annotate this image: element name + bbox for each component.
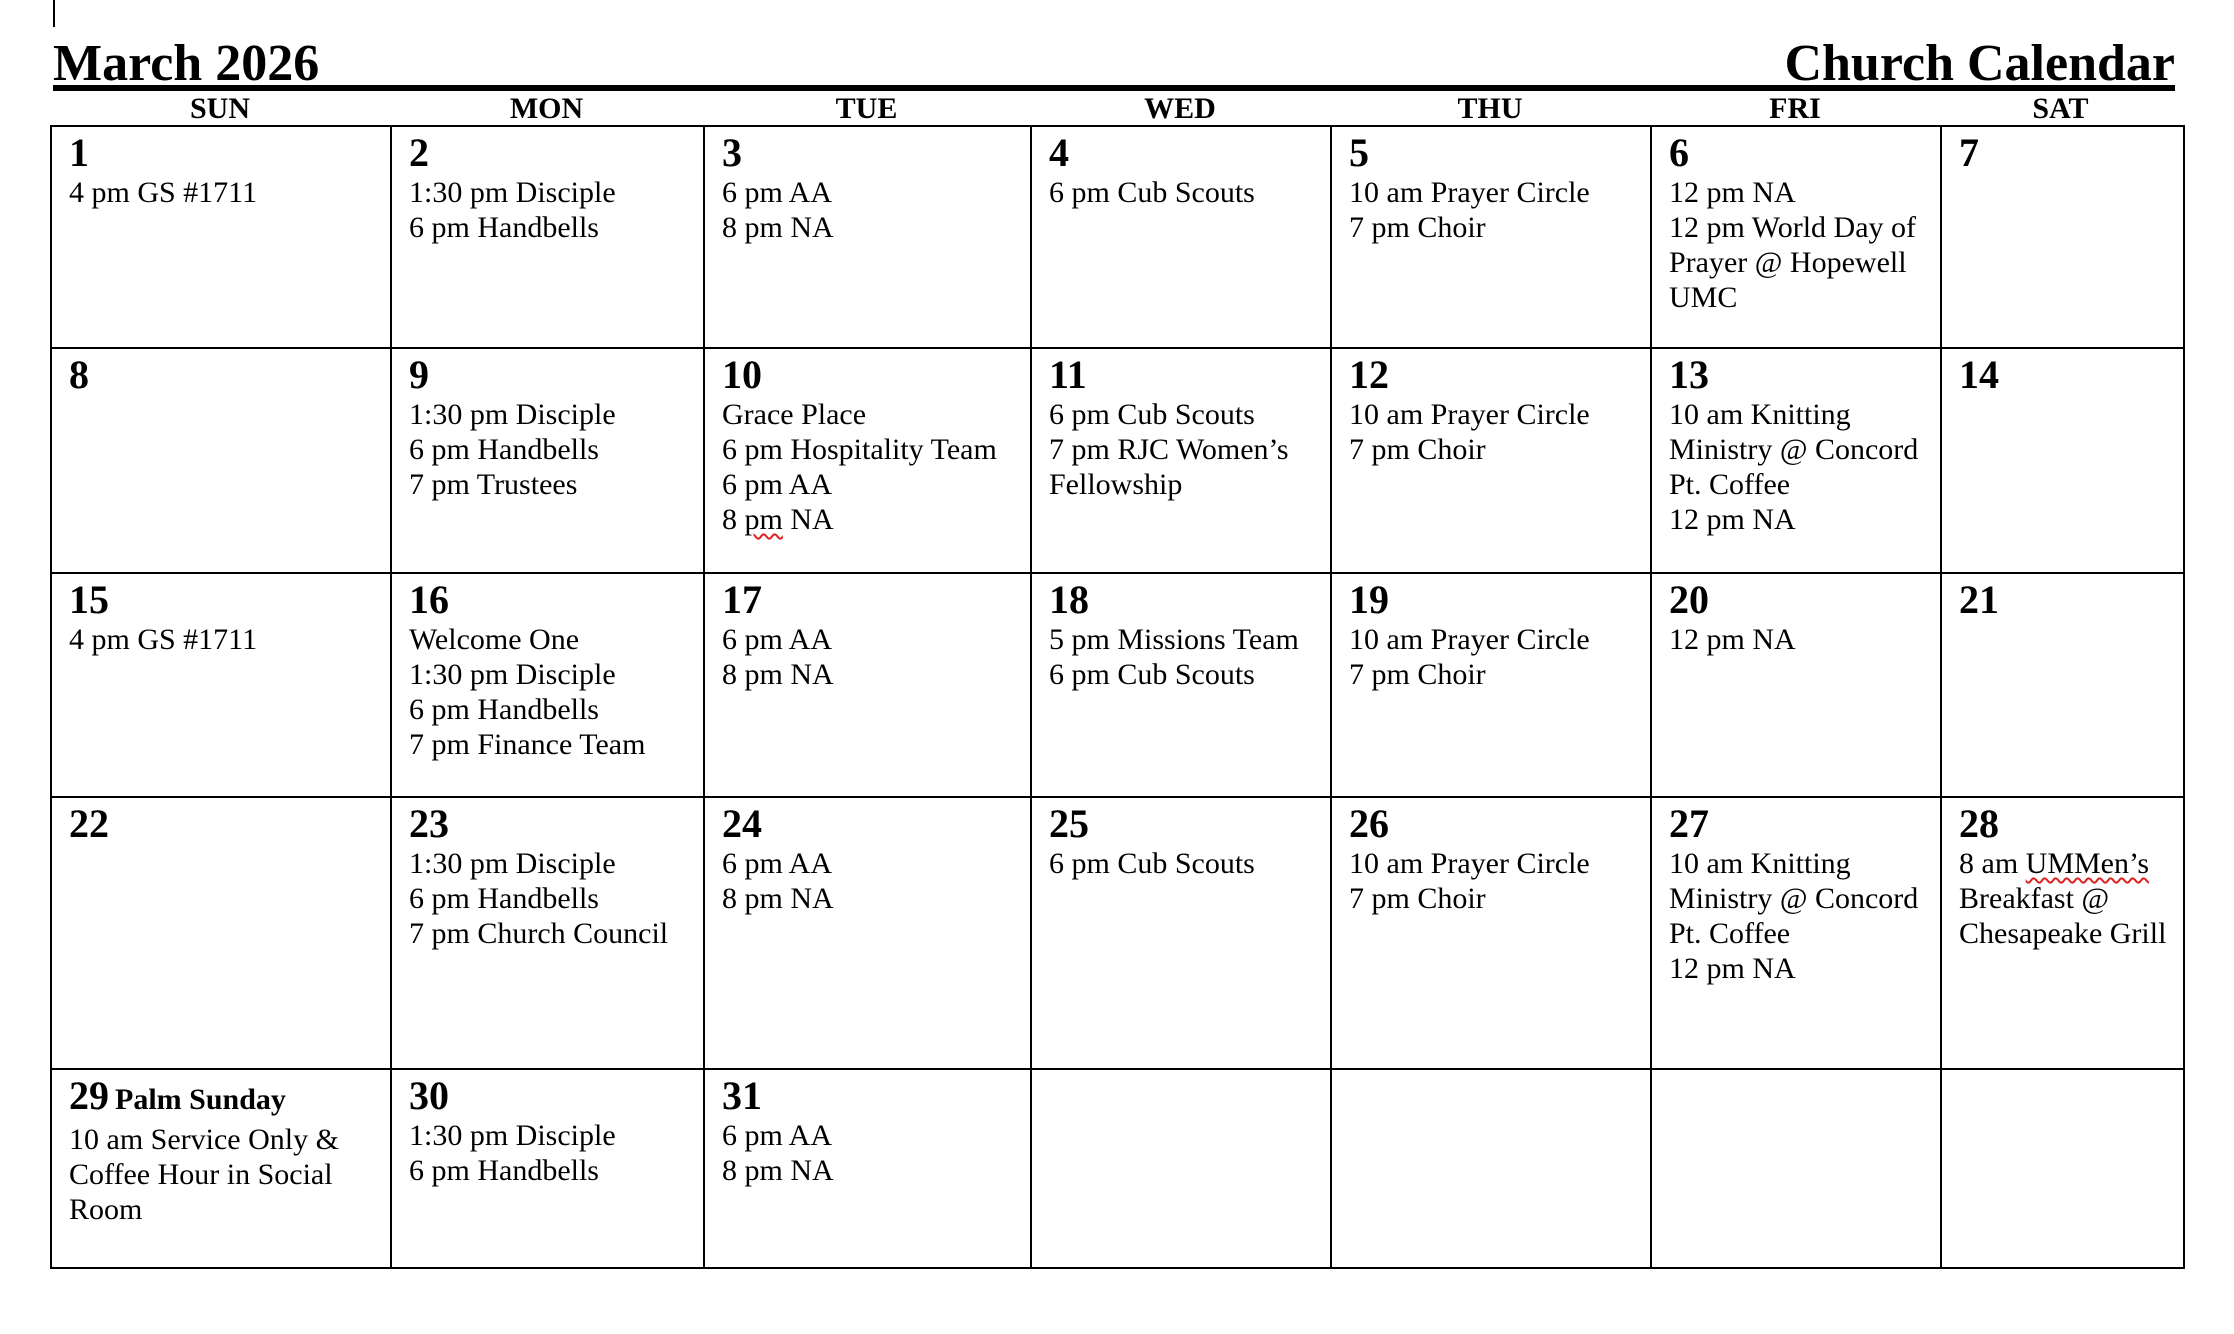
event-item[interactable]: 10 am Prayer Circle [1349, 176, 1590, 209]
day-note: Palm Sunday [115, 1083, 286, 1116]
day-cell-31 [705, 1070, 1032, 1267]
day-cell-11 [1032, 349, 1332, 574]
event-list [1349, 175, 1638, 245]
event-list [409, 846, 691, 951]
day-number-value: 9 [409, 352, 429, 397]
day-cell-25 [1032, 798, 1332, 1070]
dow-sat: SAT [2032, 92, 2089, 125]
day-number [1959, 578, 2171, 622]
day-number [409, 131, 691, 175]
day-number [69, 1074, 378, 1122]
day-cell-6 [1652, 127, 1942, 349]
dow-thu: THU [1457, 92, 1523, 125]
day-cell-16 [392, 574, 705, 798]
day-number [1669, 353, 1928, 397]
day-number [1959, 131, 2171, 175]
day-number-value: 2 [409, 130, 429, 175]
event-item[interactable]: 7 pm Church Council [409, 917, 669, 950]
event-list [722, 1118, 1018, 1188]
event-list [1049, 397, 1318, 502]
event-list [1959, 846, 2171, 951]
day-cell-12 [1332, 349, 1652, 574]
month-title: March 2026 [53, 35, 320, 92]
event-item[interactable]: 6 pm AA [722, 847, 833, 880]
event-item[interactable]: 6 pm Handbells [409, 693, 599, 726]
day-number-value: 15 [69, 577, 109, 622]
day-number-value: 21 [1959, 577, 1999, 622]
event-item[interactable]: 8 pm NA [722, 211, 834, 244]
day-number-value: 3 [722, 130, 742, 175]
day-cell-7 [1942, 127, 2183, 349]
dow-fri: FRI [1769, 92, 1821, 125]
event-item[interactable]: 8 pm NA [722, 1154, 834, 1187]
day-cell-21 [1942, 574, 2183, 798]
event-item[interactable]: 10 am Knitting Ministry @ Concord Pt. Coffee [1669, 847, 1919, 950]
event-item[interactable]: 1:30 pm Disciple [409, 847, 616, 880]
event-item[interactable]: 8 am UMMen’s Breakfast @ Chesapeake Grill [1959, 847, 2167, 950]
event-item[interactable]: 7 pm Choir [1349, 882, 1486, 915]
day-number [722, 353, 1018, 397]
event-item[interactable]: 1:30 pm Disciple [409, 176, 616, 209]
event-item[interactable]: 12 pm NA [1669, 623, 1796, 656]
event-item[interactable]: 1:30 pm Disciple [409, 398, 616, 431]
day-cell-4 [1032, 127, 1332, 349]
day-number-value: 6 [1669, 130, 1689, 175]
day-number-value: 25 [1049, 801, 1089, 846]
event-item[interactable]: 7 pm Finance Team [409, 728, 646, 761]
empty-day-cell [1942, 1070, 2183, 1267]
text-cursor [53, 0, 55, 27]
dow-sun: SUN [189, 92, 250, 125]
day-number-value: 19 [1349, 577, 1389, 622]
day-number-value: 20 [1669, 577, 1709, 622]
day-number-value: 14 [1959, 352, 1999, 397]
day-cell-24 [705, 798, 1032, 1070]
event-list [1669, 397, 1928, 537]
day-number [1049, 353, 1318, 397]
day-number-value: 18 [1049, 577, 1089, 622]
day-number [409, 353, 691, 397]
day-number-value: 7 [1959, 130, 1979, 175]
day-cell-14 [1942, 349, 2183, 574]
day-number-value: 31 [722, 1073, 762, 1118]
day-number [1049, 131, 1318, 175]
day-number-value: 4 [1049, 130, 1069, 175]
day-cell-1 [52, 127, 392, 349]
event-item[interactable]: 12 pm NA [1669, 176, 1796, 209]
day-cell-2 [392, 127, 705, 349]
day-cell-5 [1332, 127, 1652, 349]
event-item[interactable]: 8 pm NA [722, 658, 834, 691]
event-item[interactable]: 4 pm GS #1711 [69, 623, 258, 656]
day-number [1669, 802, 1928, 846]
event-item[interactable]: 12 pm NA [1669, 952, 1796, 985]
day-of-week-header-row [50, 92, 2185, 126]
day-number [1669, 578, 1928, 622]
event-item[interactable]: 7 pm Trustees [409, 468, 578, 501]
event-item[interactable]: 6 pm AA [722, 1119, 833, 1152]
event-item[interactable]: 6 pm Hospitality Team [722, 433, 997, 466]
event-item[interactable]: 10 am Prayer Circle [1349, 847, 1590, 880]
day-cell-19 [1332, 574, 1652, 798]
day-cell-28 [1942, 798, 2183, 1070]
event-item[interactable]: 6 pm Handbells [409, 211, 599, 244]
day-cell-9 [392, 349, 705, 574]
event-list [722, 622, 1018, 692]
day-number [1669, 131, 1928, 175]
event-list [69, 622, 378, 657]
day-number-value: 28 [1959, 801, 1999, 846]
day-cell-20 [1652, 574, 1942, 798]
day-number-value: 12 [1349, 352, 1389, 397]
day-number-value: 26 [1349, 801, 1389, 846]
event-item[interactable]: 6 pm AA [722, 176, 833, 209]
event-list [409, 397, 691, 502]
event-item[interactable]: 7 pm Choir [1349, 433, 1486, 466]
day-number-value: 22 [69, 801, 109, 846]
event-item[interactable]: 6 pm Cub Scouts [1049, 176, 1255, 209]
day-number-value: 29 [69, 1073, 109, 1118]
event-item[interactable]: 10 am Prayer Circle [1349, 398, 1590, 431]
event-list [409, 175, 691, 245]
event-item[interactable]: 12 pm NA [1669, 503, 1796, 536]
empty-day-cell [1032, 1070, 1332, 1267]
event-list [1349, 397, 1638, 467]
event-list [69, 175, 378, 210]
day-number-value: 13 [1669, 352, 1709, 397]
day-cell-10 [705, 349, 1032, 574]
day-number [722, 131, 1018, 175]
event-list [722, 397, 1018, 537]
day-number-value: 5 [1349, 130, 1369, 175]
day-number-value: 27 [1669, 801, 1709, 846]
day-number [1959, 802, 2171, 846]
day-cell-26 [1332, 798, 1652, 1070]
event-item[interactable]: 4 pm GS #1711 [69, 176, 258, 209]
event-item[interactable]: 10 am Knitting Ministry @ Concord Pt. Coffee [1669, 398, 1919, 501]
calendar-grid [50, 125, 2185, 1269]
event-list [1669, 175, 1928, 315]
day-number [722, 578, 1018, 622]
event-item[interactable]: 10 am Prayer Circle [1349, 623, 1590, 656]
event-item[interactable]: Welcome One [409, 623, 580, 656]
day-number [722, 1074, 1018, 1118]
day-number [1049, 802, 1318, 846]
spelling-error-mark[interactable]: UMMen’s [2025, 847, 2149, 880]
event-item[interactable]: 12 pm World Day of Prayer @ Hopewell UMC [1669, 211, 1917, 314]
day-number [1049, 578, 1318, 622]
event-item[interactable]: 1:30 pm Disciple [409, 658, 616, 691]
event-list [409, 1118, 691, 1188]
day-cell-29 [52, 1070, 392, 1267]
day-number [1349, 131, 1638, 175]
day-number [409, 1074, 691, 1118]
event-item[interactable]: 8 pm NA [722, 503, 834, 536]
day-number [1959, 353, 2171, 397]
event-item[interactable]: 8 pm NA [722, 882, 834, 915]
day-number-value: 23 [409, 801, 449, 846]
calendar-header [53, 30, 2175, 91]
dow-wed: WED [1144, 92, 1216, 125]
calendar-title: Church Calendar [1784, 35, 2175, 92]
event-list [1349, 846, 1638, 916]
event-item[interactable]: 7 pm Choir [1349, 658, 1486, 691]
event-list [1049, 175, 1318, 210]
event-list [1349, 622, 1638, 692]
event-item[interactable]: Grace Place [722, 398, 867, 431]
day-cell-22 [52, 798, 392, 1070]
event-list [1669, 846, 1928, 986]
event-item[interactable]: 6 pm Cub Scouts [1049, 847, 1255, 880]
event-list [1049, 846, 1318, 881]
day-number [409, 802, 691, 846]
day-number-value: 30 [409, 1073, 449, 1118]
day-number [1349, 353, 1638, 397]
event-item[interactable]: 6 pm Handbells [409, 882, 599, 915]
day-number [1349, 578, 1638, 622]
empty-day-cell [1332, 1070, 1652, 1267]
day-number [69, 802, 378, 846]
day-number [409, 578, 691, 622]
day-number-value: 8 [69, 352, 89, 397]
day-cell-18 [1032, 574, 1332, 798]
empty-day-cell [1652, 1070, 1942, 1267]
event-list [409, 622, 691, 762]
event-list [1049, 622, 1318, 692]
day-number-value: 17 [722, 577, 762, 622]
event-item[interactable]: 6 pm Cub Scouts [1049, 658, 1255, 691]
event-item[interactable]: 6 pm Handbells [409, 433, 599, 466]
event-list [1669, 622, 1928, 657]
event-item[interactable]: 10 am Service Only & Coffee Hour in Social Room [69, 1123, 339, 1226]
day-number [69, 131, 378, 175]
day-cell-15 [52, 574, 392, 798]
day-cell-27 [1652, 798, 1942, 1070]
day-cell-8 [52, 349, 392, 574]
day-cell-17 [705, 574, 1032, 798]
day-number-value: 11 [1049, 352, 1087, 397]
day-number [1349, 802, 1638, 846]
event-list [722, 846, 1018, 916]
day-number [69, 353, 378, 397]
event-item[interactable]: 1:30 pm Disciple [409, 1119, 616, 1152]
dow-mon: MON [509, 92, 584, 125]
day-number-value: 24 [722, 801, 762, 846]
day-number-value: 10 [722, 352, 762, 397]
day-cell-23 [392, 798, 705, 1070]
day-number-value: 16 [409, 577, 449, 622]
day-cell-30 [392, 1070, 705, 1267]
event-item[interactable]: 7 pm Choir [1349, 211, 1486, 244]
event-list [722, 175, 1018, 245]
event-list [69, 1122, 378, 1227]
day-cell-3 [705, 127, 1032, 349]
day-cell-13 [1652, 349, 1942, 574]
event-item[interactable]: 6 pm AA [722, 468, 833, 501]
day-number [69, 578, 378, 622]
event-item[interactable]: 7 pm RJC Women’s Fellowship [1049, 433, 1289, 501]
day-number [722, 802, 1018, 846]
event-item[interactable]: 6 pm Handbells [409, 1154, 599, 1187]
spelling-error-mark[interactable]: pm [744, 503, 783, 536]
event-item[interactable]: 6 pm Cub Scouts [1049, 398, 1255, 431]
dow-tue: TUE [835, 92, 898, 125]
event-item[interactable]: 6 pm AA [722, 623, 833, 656]
day-number-value: 1 [69, 130, 89, 175]
event-item[interactable]: 5 pm Missions Team [1049, 623, 1299, 656]
